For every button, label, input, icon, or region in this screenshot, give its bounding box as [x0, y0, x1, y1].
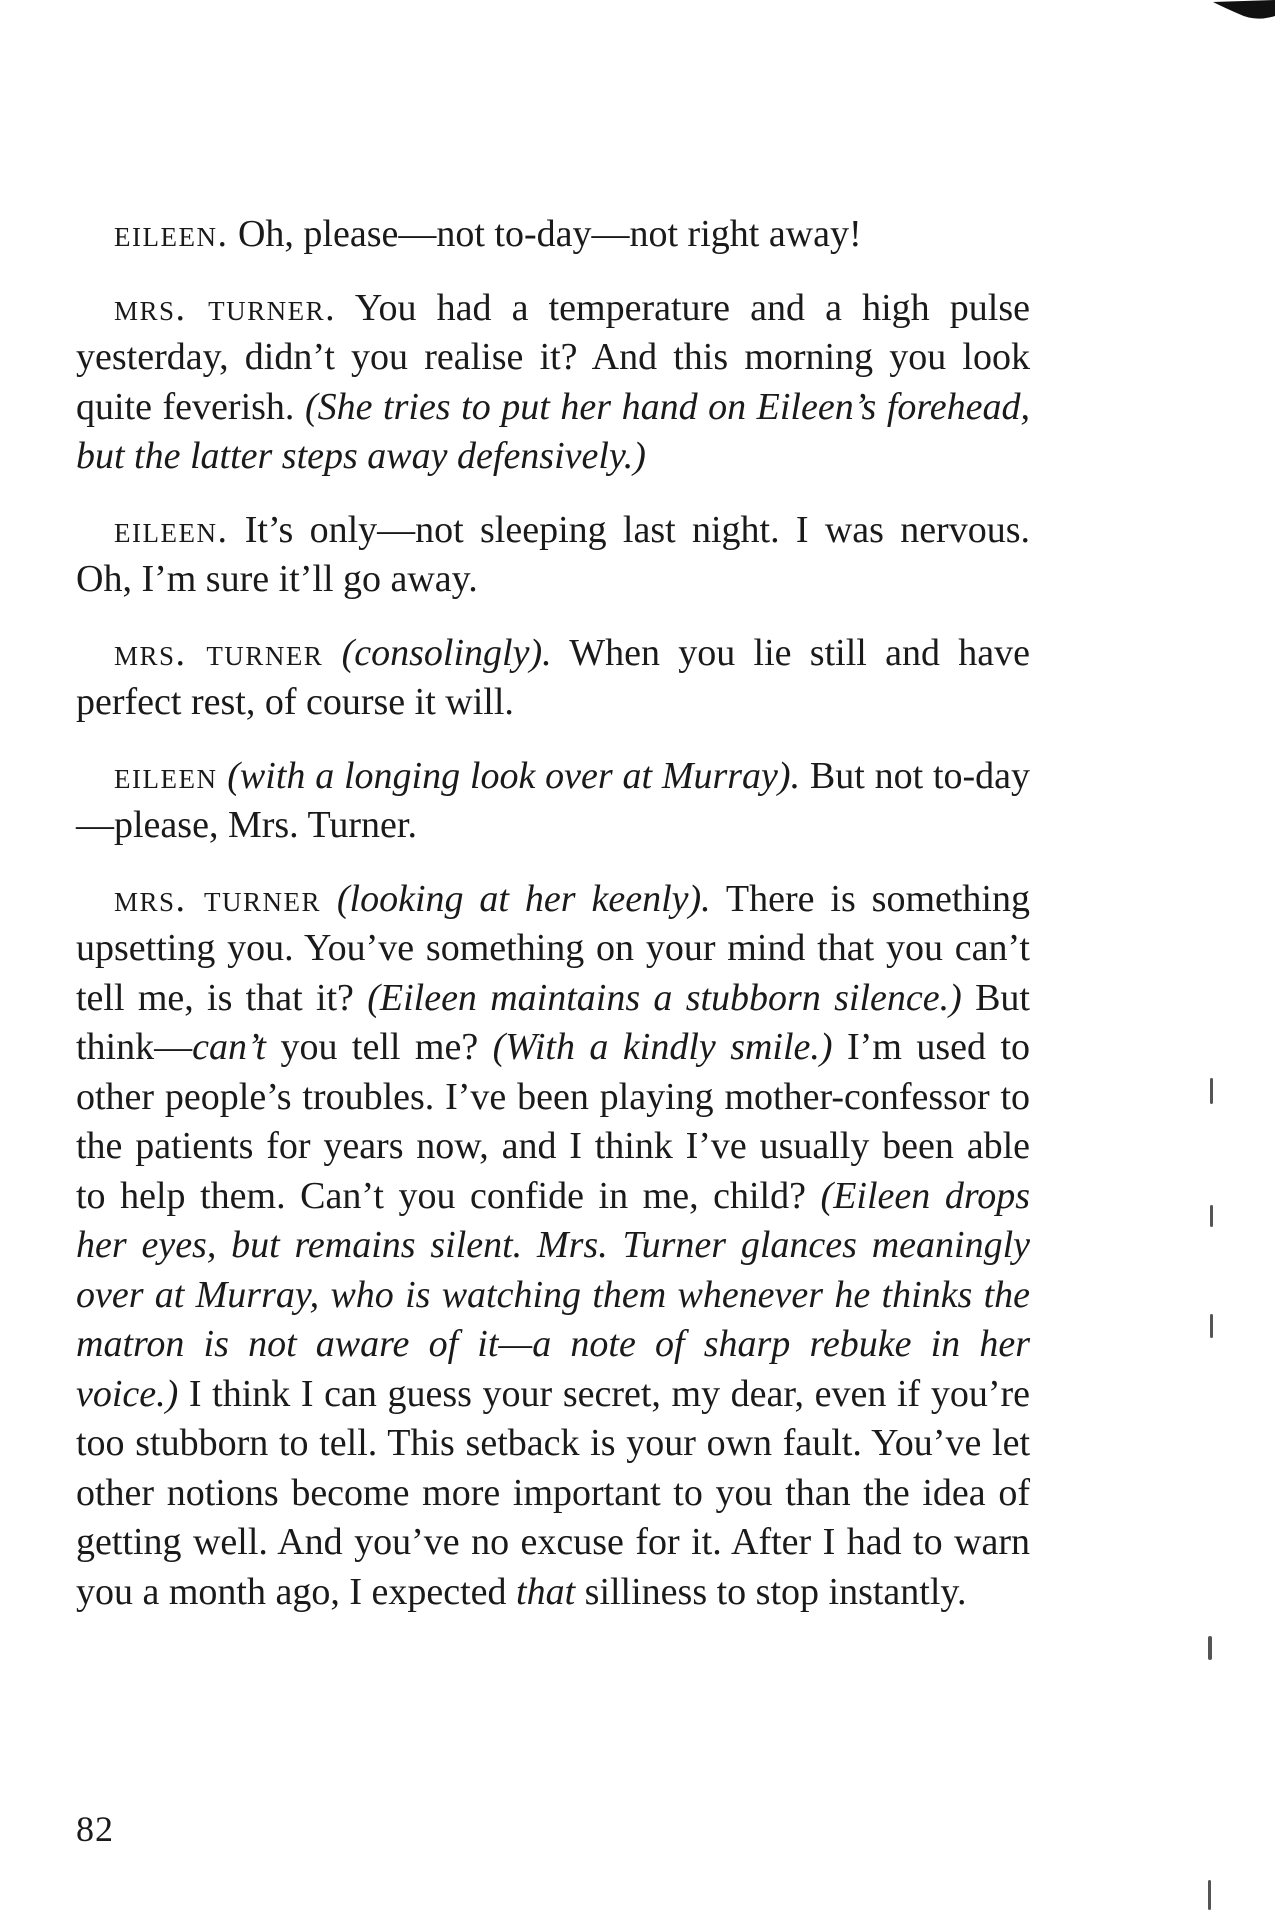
dialogue-line: When you lie still and have perfect rest, of course it will. — [76, 631, 1030, 723]
margin-speck — [1208, 1636, 1212, 1660]
dialogue-line: It’s only—not sleeping last night. I was nervous. Oh, I’m sure it’ll go away. — [76, 508, 1031, 600]
speech-mrs-turner-3 — [76, 875, 1030, 1618]
speaker-label: mrs. turner — [114, 877, 321, 920]
speaker-label: eileen. — [114, 508, 229, 551]
dialogue-line: Oh, please—not to-day—not right away! — [237, 213, 862, 255]
dialogue-line: There is something upsetting you. You’ve something on your mind that you can’t tell me, is that it? — [76, 877, 1030, 1019]
margin-speck — [1210, 1205, 1213, 1227]
dialogue-line: I think I can guess your secret, my dear, even if you’re too stubborn to tell. This setback is your own fault. You’ve let other notions become more important to you than the idea of getting well. And you’ve no excuse for it. After I had to warn you a month ago, I expected — [76, 1372, 1030, 1613]
speaker-label: mrs. turner — [114, 631, 324, 674]
dialogue-line: you tell me? — [266, 1026, 493, 1068]
speech-eileen-1 — [76, 210, 1030, 260]
stage-direction: (consolingly). — [341, 631, 552, 674]
dialogue-line: I’m used to other people’s troubles. I’ve been playing mother-confessor to the patients for years now, and I think I’ve usually been able to help them. Can’t you confide in me, child? — [76, 1026, 1030, 1217]
speech-eileen-2 — [76, 506, 1030, 605]
stage-direction: (Eileen maintains a stubborn silence.) — [367, 976, 962, 1019]
stage-direction: (with a longing look over at Murray). — [227, 754, 801, 797]
stage-direction: (With a kindly smile.) — [492, 1026, 833, 1068]
margin-speck — [1210, 1078, 1213, 1104]
margin-speck — [1208, 1880, 1211, 1910]
emphasis: can’t — [192, 1026, 266, 1068]
stage-direction: (Eileen drops her eyes, but remains silent. Mrs. Turner glances meaningly over at Murray, who is watching them whenever he thinks the matron is not aware of it—a note of sharp rebuke in her voice.) — [76, 1174, 1030, 1415]
dialogue-line: But not to-day—please, Mrs. Turner. — [76, 754, 1031, 846]
play-dialogue — [76, 210, 1030, 1641]
speech-mrs-turner-1 — [76, 284, 1030, 482]
speaker-label: eileen — [114, 754, 218, 797]
page-number: 82 — [76, 1809, 114, 1849]
dialogue-line: But think— — [76, 976, 1030, 1068]
stage-direction: (She tries to put her hand on Eileen’s forehead, but the latter steps away defensively.) — [76, 385, 1030, 477]
speaker-label: mrs. turner. — [114, 286, 337, 329]
speech-eileen-3 — [76, 752, 1030, 851]
page-corner-mark — [1195, 0, 1275, 24]
speech-mrs-turner-2 — [76, 629, 1030, 728]
dialogue-line: You had a temperature and a high pulse yesterday, didn’t you realise it? And this morning you look quite feverish. — [76, 286, 1030, 428]
dialogue-line: silliness to stop instantly. — [575, 1570, 967, 1613]
emphasis: that — [516, 1570, 576, 1613]
stage-direction: (looking at her keenly). — [336, 877, 711, 920]
margin-speck — [1210, 1314, 1213, 1338]
speaker-label: eileen. — [114, 213, 229, 255]
